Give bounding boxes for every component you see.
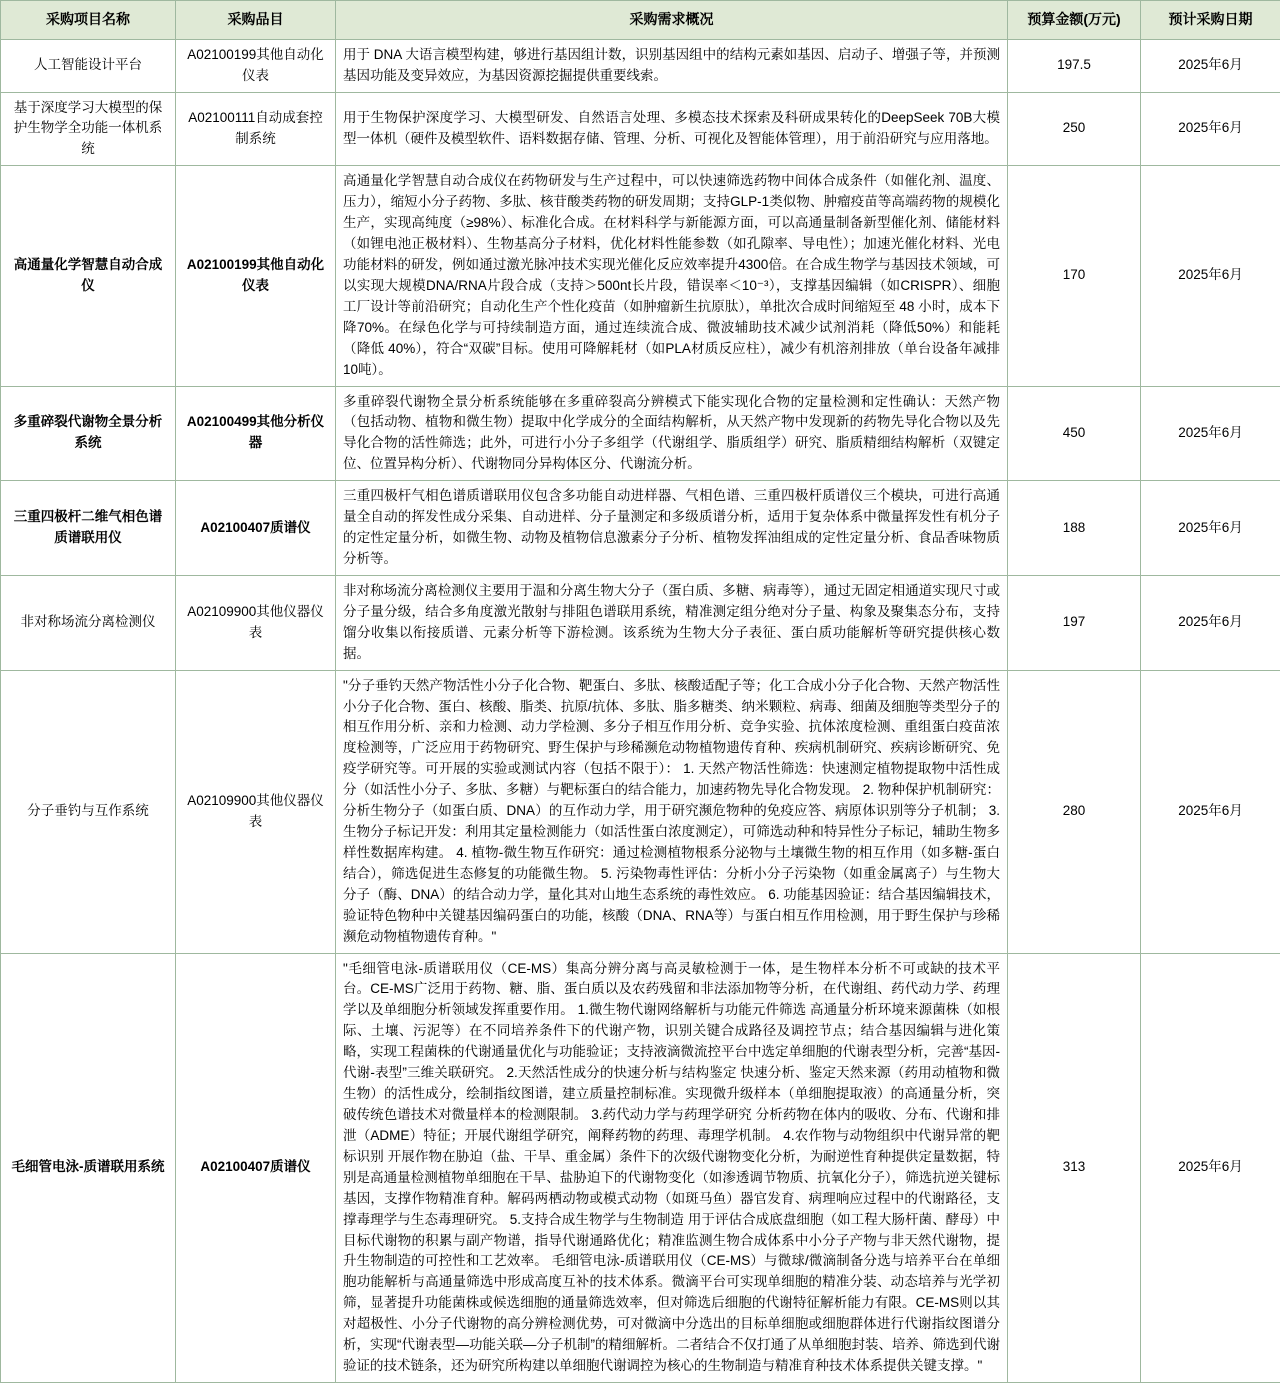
cell-budget-amount: 197 <box>1008 575 1141 670</box>
column-header-procurement-item: 采购品目 <box>176 1 336 40</box>
cell-requirement-overview: 三重四极杆气相色谱质谱联用仪包含多功能自动进样器、气相色谱、三重四极杆质谱仪三个模块，可进行高通量全自动的挥发性成分采集、自动进样、分子量测定和多级质谱分析，适用于复杂体系中微量挥发性有机分子的定性定量分析，如微生物、动物及植物信息激素分子分析、植物发挥油组成的定性定量分析、食品香味物质分析等。 <box>336 481 1008 576</box>
cell-procurement-item: A02100407质谱仪 <box>176 481 336 576</box>
cell-procurement-item: A02109900其他仪器仪表 <box>176 575 336 670</box>
cell-project-name: 人工智能设计平台 <box>1 39 176 92</box>
cell-requirement-overview: 多重碎裂代谢物全景分析系统能够在多重碎裂高分辨模式下能实现化合物的定量检测和定性确认：天然产物（包括动物、植物和微生物）提取中化学成分的全面结构解析，从天然产物中发现新的药物先导化合物以及先导化合物的活性筛选；此外，可进行小分子多组学（代谢组学、脂质组学）研究、脂质精细结构解析（双键定位、位置异构分析）、代谢物同分异构体区分、代谢流分析。 <box>336 386 1008 481</box>
cell-expected-date: 2025年6月 <box>1141 166 1280 386</box>
cell-project-name: 毛细管电泳-质谱联用系统 <box>1 953 176 1382</box>
cell-requirement-overview: "分子垂钓天然产物活性小分子化合物、靶蛋白、多肽、核酸适配子等；化工合成小分子化合物、天然产物活性小分子化合物、蛋白、核酸、脂类、抗原/抗体、多肽、脂多糖类、纳米颗粒、病毒、细菌及细胞等类型分子的相互作用分析、亲和力检测、动力学检测、多分子相互作用分析、竞争实验、抗体浓度检测、重组蛋白疫苗浓度检测等，广泛应用于药物研究、野生保护与珍稀濒危动物植物遗传育种、疾病机制研究、疾病诊断研究、免疫学研究等。可开展的实验或测试内容（包括不限于）： 1. 天然产物活性筛选：快速测定植物提取物中活性成分（如活性小分子、多肽、多糖）与靶标蛋白的结合能力，加速药物先导化合物发现。 2. 物种保护机制研究：分析生物分子（如蛋白质、DNA）的互作动力学，用于研究濒危物种的免疫应答、病原体识别等分子机制； 3. 生物分子标记开发：利用其定量检测能力（如活性蛋白浓度测定），可筛选动种和特异性分子标记，辅助生物多样性数据库构建。 4. 植物-微生物互作研究：通过检测植物根系分泌物与土壤微生物的相互作用（如多糖-蛋白结合），筛选促进生态修复的功能微生物。 5. 污染物毒性评估：分析小分子污染物（如重金属离子）与生物大分子（酶、DNA）的结合动力学，量化其对山地生态系统的毒性效应。 6. 功能基因验证：结合基因编辑技术，验证特色物种中关键基因编码蛋白的功能，核酸（DNA、RNA等）与蛋白相互作用检测，用于野生保护与珍稀濒危动物植物遗传育种。" <box>336 670 1008 953</box>
column-header-requirement-overview: 采购需求概况 <box>336 1 1008 40</box>
cell-requirement-overview: "毛细管电泳-质谱联用仪（CE-MS）集高分辨分离与高灵敏检测于一体，是生物样本分析不可或缺的技术平台。CE-MS广泛用于药物、糖、脂、蛋白质以及农药残留和非法添加物等分析，在代谢组、药代动力学、药理学以及单细胞分析领域发挥重要作用。 1.微生物代谢网络解析与功能元件筛选 高通量分析环境来源菌株（如根际、土壤、污泥等）在不同培养条件下的代谢产物，识别关键合成路径及调控节点；结合基因编辑与进化策略，实现工程菌株的代谢通量优化与功能验证；支持液滴微流控平台中选定单细胞的代谢表型分析，完善“基因-代谢-表型”三维关联研究。 2.天然活性成分的快速分析与结构鉴定 快速分析、鉴定天然来源（药用动植物和微生物）的活性成分，绘制指纹图谱，建立质量控制标准。实现微升级样本（单细胞提取液）的高通量分析，突破传统色谱技术对微量样本的检测限制。 3.药代动力学与药理学研究 分析药物在体内的吸收、分布、代谢和排泄（ADME）特征；开展代谢组学研究，阐释药物的药理、毒理学机制。 4.农作物与动物组织中代谢异常的靶标识别 开展作物在胁迫（盐、干旱、重金属）条件下的次级代谢物变化分析，为耐逆性育种提供定量数据，特别是高通量检测植物单细胞在干旱、盐胁迫下的代谢物变化（如渗透调节物质、抗氧化分子），筛选抗逆关键标基因，支撑作物精准育种。解码两栖动物或模式动物（如斑马鱼）器官发育、病理响应过程中的代谢路径，支撑毒理学与生态毒理研究。 5.支持合成生物学与生物制造 用于评估合成底盘细胞（如工程大肠杆菌、酵母）中目标代谢物的积累与副产物谱，指导代谢通路优化；精准监测生物合成体系中小分子产物与非天然代谢物，提升生物制造的可控性和工艺效率。 毛细管电泳-质谱联用仪（CE-MS）与微球/微滴制备分选与培养平台在单细胞功能解析与高通量筛选中形成高度互补的技术体系。微滴平台可实现单细胞的精准分装、动态培养与光学初筛，显著提升功能菌株或候选细胞的通量筛选效率，但对筛选后细胞的代谢特征解析能力有限。CE-MS则以其对超极性、小分子代谢物的高分辨检测优势，可对微滴中分选出的目标单细胞或细胞群体进行代谢指纹图谱分析，实现“代谢表型—功能关联—分子机制”的精细解析。二者结合不仅打通了从单细胞封装、培养、筛选到代谢验证的技术链条，还为研究所构建以单细胞代谢调控为核心的生物制造与精准育种技术体系提供关键支撑。" <box>336 953 1008 1382</box>
cell-project-name: 多重碎裂代谢物全景分析系统 <box>1 386 176 481</box>
cell-project-name: 高通量化学智慧自动合成仪 <box>1 166 176 386</box>
cell-requirement-overview: 非对称场流分离检测仪主要用于温和分离生物大分子（蛋白质、多糖、病毒等），通过无固定相通道实现尺寸或分子量分级，结合多角度激光散射与排阻色谱联用系统，精准测定组分绝对分子量、构象及聚集态分布，支持馏分收集以衔接质谱、元素分析等下游检测。该系统为生物大分子表征、蛋白质功能解析等研究提供核心数据。 <box>336 575 1008 670</box>
cell-project-name: 分子垂钓与互作系统 <box>1 670 176 953</box>
cell-budget-amount: 313 <box>1008 953 1141 1382</box>
cell-procurement-item: A02100499其他分析仪器 <box>176 386 336 481</box>
cell-expected-date: 2025年6月 <box>1141 481 1280 576</box>
table-row <box>1 670 1280 953</box>
cell-expected-date: 2025年6月 <box>1141 386 1280 481</box>
table-row <box>1 575 1280 670</box>
column-header-expected-date: 预计采购日期 <box>1141 1 1280 40</box>
table-header-row <box>1 1 1280 40</box>
cell-budget-amount: 188 <box>1008 481 1141 576</box>
table-row <box>1 953 1280 1382</box>
cell-expected-date: 2025年6月 <box>1141 953 1280 1382</box>
table-body <box>1 39 1280 1382</box>
cell-requirement-overview: 用于生物保护深度学习、大模型研发、自然语言处理、多模态技术探索及科研成果转化的DeepSeek 70B大模型一体机（硬件及模型软件、语料数据存储、管理、分析、可视化及智能体管理），用于前沿研究与应用落地。 <box>336 92 1008 166</box>
cell-expected-date: 2025年6月 <box>1141 92 1280 166</box>
cell-expected-date: 2025年6月 <box>1141 575 1280 670</box>
column-header-project-name: 采购项目名称 <box>1 1 176 40</box>
cell-budget-amount: 250 <box>1008 92 1141 166</box>
cell-expected-date: 2025年6月 <box>1141 39 1280 92</box>
cell-procurement-item: A02100199其他自动化仪表 <box>176 39 336 92</box>
cell-project-name: 基于深度学习大模型的保护生物学全功能一体机系统 <box>1 92 176 166</box>
cell-expected-date: 2025年6月 <box>1141 670 1280 953</box>
table-row <box>1 39 1280 92</box>
cell-requirement-overview: 用于 DNA 大语言模型构建，够进行基因组计数，识别基因组中的结构元素如基因、启动子、增强子等，并预测基因功能及变异效应，为基因资源挖掘提供重要线索。 <box>336 39 1008 92</box>
cell-procurement-item: A02100407质谱仪 <box>176 953 336 1382</box>
table-row <box>1 92 1280 166</box>
cell-budget-amount: 197.5 <box>1008 39 1141 92</box>
cell-procurement-item: A02100111自动成套控制系统 <box>176 92 336 166</box>
table-row <box>1 481 1280 576</box>
cell-budget-amount: 280 <box>1008 670 1141 953</box>
cell-procurement-item: A02109900其他仪器仪表 <box>176 670 336 953</box>
cell-project-name: 三重四极杆二维气相色谱质谱联用仪 <box>1 481 176 576</box>
cell-budget-amount: 170 <box>1008 166 1141 386</box>
column-header-budget-amount: 预算金额(万元) <box>1008 1 1141 40</box>
cell-budget-amount: 450 <box>1008 386 1141 481</box>
table-row <box>1 386 1280 481</box>
cell-project-name: 非对称场流分离检测仪 <box>1 575 176 670</box>
cell-procurement-item: A02100199其他自动化仪表 <box>176 166 336 386</box>
table-row <box>1 166 1280 386</box>
cell-requirement-overview: 高通量化学智慧自动合成仪在药物研发与生产过程中，可以快速筛选药物中间体合成条件（如催化剂、温度、压力），缩短小分子药物、多肽、核苷酸类药物的研发周期；支持GLP-1类似物、肿瘤疫苗等高端药物的规模化生产，实现高纯度（≥98%）、标准化合成。在材料科学与新能源方面，可以高通量制备新型催化剂、储能材料（如锂电池正极材料）、生物基高分子材料，优化材料性能参数（如孔隙率、导电性）；加速光催化材料、光电功能材料的研发，例如通过激光脉冲技术实现光催化反应效率提升4300倍。在合成生物学与基因技术领域，可以实现大规模DNA/RNA片段合成（支持＞500nt长片段，错误率＜10⁻³），支撑基因编辑（如CRISPR）、细胞工厂设计等前沿研究；自动化生产个性化疫苗（如肿瘤新生抗原肽），单批次合成时间缩短至 48 小时，成本下降70%。在绿色化学与可持续制造方面，通过连续流合成、微波辅助技术减少试剂消耗（降低50%）和能耗（降低 40%），符合“双碳”目标。使用可降解耗材（如PLA材质反应柱），减少有机溶剂排放（单台设备年减排10吨）。 <box>336 166 1008 386</box>
